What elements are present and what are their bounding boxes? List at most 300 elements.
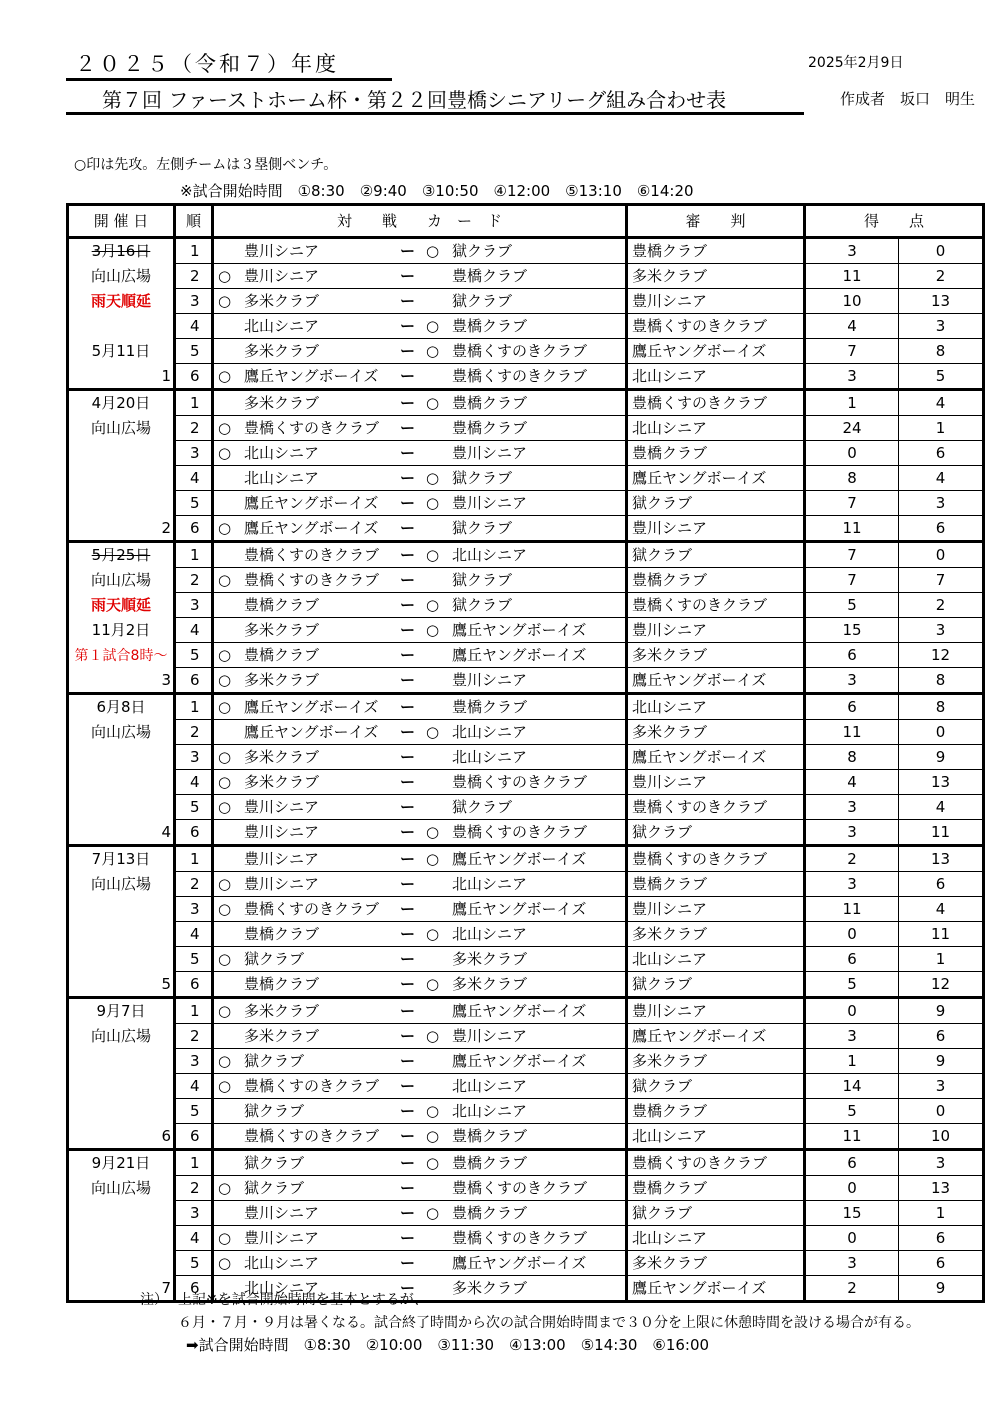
matchup: [213, 542, 627, 568]
block-number: 4: [161, 822, 171, 841]
matchup: [213, 795, 627, 820]
score-home: 2: [805, 846, 899, 872]
date-line: 5月25日: [91, 546, 151, 565]
matchup: [213, 1099, 627, 1124]
score-home: 3: [805, 668, 899, 694]
first-attack-mark-away: ○: [426, 1204, 440, 1222]
table-row: [68, 846, 984, 872]
team-away: 鷹丘ヤングボーイズ: [452, 1002, 587, 1020]
team-home: 多米クラブ: [244, 342, 320, 360]
table-row: [68, 947, 984, 972]
score-away: 3: [899, 618, 984, 643]
versus-dash: ー: [400, 317, 416, 335]
score-home: 11: [805, 897, 899, 922]
score-away: 9: [899, 745, 984, 770]
score-away: 0: [899, 1099, 984, 1124]
team-home: 多米クラブ: [244, 394, 320, 412]
first-attack-mark-home: ○: [218, 1229, 232, 1247]
team-home: 豊川シニア: [244, 823, 320, 841]
score-away: 3: [899, 491, 984, 516]
score-away: 3: [899, 1074, 984, 1099]
versus-dash: ー: [400, 671, 416, 689]
table-row: [68, 390, 984, 416]
score-away: 3: [899, 314, 984, 339]
table-row: [68, 922, 984, 947]
first-attack-mark-away: ○: [426, 1027, 440, 1045]
versus-dash: ー: [400, 621, 416, 639]
date-line: 向山広場: [90, 1027, 151, 1045]
score-away: 8: [899, 694, 984, 720]
score-away: 6: [899, 1251, 984, 1276]
score-home: 0: [805, 1226, 899, 1251]
matchup: [213, 694, 627, 720]
referee: 獄クラブ: [627, 1201, 805, 1226]
matchup: [213, 745, 627, 770]
date-cell: [68, 390, 175, 416]
versus-dash: ー: [400, 596, 416, 614]
team-home: 北山シニア: [244, 469, 320, 487]
table-row: [68, 264, 984, 289]
matchup: [213, 314, 627, 339]
referee: 獄クラブ: [627, 972, 805, 998]
game-number: 4: [175, 314, 213, 339]
referee: 豊橋クラブ: [627, 238, 805, 264]
first-attack-mark-home: ○: [218, 950, 232, 968]
versus-dash: ー: [400, 900, 416, 918]
matchup: [213, 846, 627, 872]
game-number: 6: [175, 516, 213, 542]
referee: 多米クラブ: [627, 1049, 805, 1074]
score-home: 11: [805, 264, 899, 289]
date-cell: [68, 795, 175, 820]
game-number: 3: [175, 1201, 213, 1226]
score-away: 11: [899, 820, 984, 846]
versus-dash: ー: [400, 773, 416, 791]
score-away: 13: [899, 289, 984, 314]
team-away: 北山シニア: [452, 546, 528, 564]
start-times-note: ※試合開始時間 ①8:30 ②9:40 ③10:50 ④12:00 ⑤13:10 ⑥14:20: [180, 182, 694, 200]
date-line: 第１試合8時～: [74, 647, 168, 664]
score-away: 6: [899, 1024, 984, 1049]
score-away: 8: [899, 668, 984, 694]
block-number: 6: [161, 1126, 171, 1145]
block-number: 5: [161, 974, 171, 993]
date-cell: [68, 593, 175, 618]
team-home: 多米クラブ: [244, 671, 320, 689]
team-home: 豊川シニア: [244, 798, 320, 816]
table-row: [68, 668, 984, 694]
date-cell: [68, 694, 175, 720]
date-line: 向山広場: [90, 419, 151, 437]
date-line: 向山広場: [90, 571, 151, 589]
score-away: 5: [899, 364, 984, 390]
team-away: 豊橋くすのきクラブ: [452, 773, 588, 791]
date-line: 向山広場: [90, 1179, 151, 1197]
table-row: [68, 289, 984, 314]
header-referee: 審 判: [627, 205, 805, 238]
matchup: [213, 668, 627, 694]
date-line: 6月8日: [96, 698, 146, 717]
score-away: 10: [899, 1124, 984, 1150]
referee: 豊川シニア: [627, 998, 805, 1024]
referee: 多米クラブ: [627, 643, 805, 668]
score-home: 6: [805, 1150, 899, 1176]
first-attack-mark-away: ○: [426, 723, 440, 741]
table-row: [68, 1099, 984, 1124]
game-number: 6: [175, 1124, 213, 1150]
matchup: [213, 1201, 627, 1226]
first-attack-mark-away: ○: [426, 317, 440, 335]
score-away: 4: [899, 390, 984, 416]
score-home: 3: [805, 1251, 899, 1276]
team-home: 豊橋くすのきクラブ: [244, 419, 380, 437]
document-date: 2025年2月9日: [808, 55, 904, 71]
date-cell: [68, 668, 175, 694]
date-cell: [68, 1176, 175, 1201]
date-line: 向山広場: [90, 875, 151, 893]
referee: 豊川シニア: [627, 516, 805, 542]
team-away: 豊橋くすのきクラブ: [452, 823, 588, 841]
game-number: 3: [175, 745, 213, 770]
block-number: 7: [161, 1278, 171, 1297]
matchup: [213, 897, 627, 922]
referee: 豊川シニア: [627, 289, 805, 314]
versus-dash: ー: [400, 394, 416, 412]
team-away: 鷹丘ヤングボーイズ: [452, 900, 587, 918]
score-away: 1: [899, 947, 984, 972]
game-number: 1: [175, 542, 213, 568]
team-home: 鷹丘ヤングボーイズ: [244, 698, 379, 716]
matchup: [213, 820, 627, 846]
game-number: 4: [175, 466, 213, 491]
block-number: 3: [161, 670, 171, 689]
score-home: 3: [805, 364, 899, 390]
score-home: 3: [805, 820, 899, 846]
team-away: 獄クラブ: [452, 242, 513, 260]
referee: 豊橋くすのきクラブ: [627, 593, 805, 618]
first-attack-mark-away: ○: [426, 596, 440, 614]
matchup: [213, 1176, 627, 1201]
team-away: 北山シニア: [452, 748, 528, 766]
score-away: 2: [899, 264, 984, 289]
date-cell: [68, 491, 175, 516]
versus-dash: ー: [400, 444, 416, 462]
game-number: 4: [175, 618, 213, 643]
date-cell: [68, 1150, 175, 1176]
date-cell: [68, 846, 175, 872]
team-away: 豊橋くすのきクラブ: [452, 367, 588, 385]
matchup: [213, 390, 627, 416]
team-home: 豊橋クラブ: [244, 975, 320, 993]
game-number: 1: [175, 238, 213, 264]
team-home: 多米クラブ: [244, 1002, 320, 1020]
team-away: 北山シニア: [452, 1077, 528, 1095]
matchup: [213, 1124, 627, 1150]
team-away: 豊川シニア: [452, 444, 528, 462]
table-row: [68, 1049, 984, 1074]
team-home: 豊川シニア: [244, 1204, 320, 1222]
team-away: 獄クラブ: [452, 519, 513, 537]
matchup: [213, 947, 627, 972]
first-attack-mark-home: ○: [218, 571, 232, 589]
versus-dash: ー: [400, 925, 416, 943]
table-row: [68, 795, 984, 820]
game-number: 2: [175, 872, 213, 897]
matchup: [213, 1049, 627, 1074]
first-attack-mark-away: ○: [426, 1102, 440, 1120]
first-attack-mark-home: ○: [218, 1052, 232, 1070]
block-number: 1: [161, 366, 171, 385]
matchup: [213, 339, 627, 364]
score-away: 13: [899, 846, 984, 872]
team-home: 鷹丘ヤングボーイズ: [244, 723, 379, 741]
score-away: 2: [899, 593, 984, 618]
matchup: [213, 998, 627, 1024]
score-home: 11: [805, 516, 899, 542]
game-number: 4: [175, 770, 213, 795]
score-home: 8: [805, 745, 899, 770]
referee: 豊川シニア: [627, 770, 805, 795]
team-away: 鷹丘ヤングボーイズ: [452, 1254, 587, 1272]
score-away: 11: [899, 922, 984, 947]
team-home: 北山シニア: [244, 317, 320, 335]
first-attack-mark-home: ○: [218, 646, 232, 664]
game-number: 6: [175, 820, 213, 846]
team-away: 北山シニア: [452, 723, 528, 741]
table-row: [68, 1150, 984, 1176]
versus-dash: ー: [400, 1279, 416, 1297]
score-away: 9: [899, 998, 984, 1024]
team-home: 豊橋クラブ: [244, 925, 320, 943]
score-home: 0: [805, 922, 899, 947]
score-home: 2: [805, 1276, 899, 1302]
page-title: 第７回 ファーストホーム杯・第２２回豊橋シニアリーグ組み合わせ表: [102, 88, 727, 112]
first-attack-mark-away: ○: [426, 850, 440, 868]
table-header-row: [68, 205, 984, 238]
first-attack-mark-home: ○: [218, 1077, 232, 1095]
versus-dash: ー: [400, 1154, 416, 1172]
table-row: [68, 416, 984, 441]
game-number: 1: [175, 998, 213, 1024]
first-attack-mark-home: ○: [218, 748, 232, 766]
team-away: 豊川シニア: [452, 494, 528, 512]
team-home: 鷹丘ヤングボーイズ: [244, 494, 379, 512]
date-line: 9月21日: [91, 1154, 151, 1173]
game-number: 2: [175, 416, 213, 441]
date-cell: [68, 364, 175, 390]
game-number: 4: [175, 1226, 213, 1251]
matchup: [213, 1226, 627, 1251]
game-number: 2: [175, 568, 213, 593]
schedule-body: [68, 238, 984, 1302]
table-row: [68, 238, 984, 264]
score-away: 1: [899, 1201, 984, 1226]
first-attack-mark-home: ○: [218, 671, 232, 689]
team-home: 北山シニア: [244, 1279, 320, 1297]
game-number: 5: [175, 1251, 213, 1276]
referee: 豊橋クラブ: [627, 1176, 805, 1201]
referee: 獄クラブ: [627, 542, 805, 568]
score-home: 7: [805, 339, 899, 364]
table-row: [68, 364, 984, 390]
versus-dash: ー: [400, 1179, 416, 1197]
table-row: [68, 466, 984, 491]
first-attack-mark-home: ○: [218, 1002, 232, 1020]
score-away: 6: [899, 872, 984, 897]
author: 作成者 坂口 明生: [840, 90, 976, 108]
versus-dash: ー: [400, 1229, 416, 1247]
date-cell: [68, 568, 175, 593]
score-home: 1: [805, 1049, 899, 1074]
versus-dash: ー: [400, 1052, 416, 1070]
versus-dash: ー: [400, 546, 416, 564]
matchup: [213, 720, 627, 745]
referee: 豊橋クラブ: [627, 1099, 805, 1124]
versus-dash: ー: [400, 1204, 416, 1222]
score-away: 13: [899, 770, 984, 795]
note-head: 注）: [140, 1292, 168, 1308]
game-number: 3: [175, 441, 213, 466]
versus-dash: ー: [400, 292, 416, 310]
team-home: 獄クラブ: [244, 1154, 305, 1172]
versus-dash: ー: [400, 494, 416, 512]
score-away: 0: [899, 238, 984, 264]
score-away: 12: [899, 643, 984, 668]
game-number: 1: [175, 1150, 213, 1176]
game-number: 1: [175, 390, 213, 416]
referee: 北山シニア: [627, 1226, 805, 1251]
team-home: 獄クラブ: [244, 1052, 305, 1070]
game-number: 5: [175, 795, 213, 820]
date-cell: [68, 998, 175, 1024]
score-home: 3: [805, 872, 899, 897]
matchup: [213, 238, 627, 264]
date-cell: [68, 466, 175, 491]
date-line: 5月11日: [91, 342, 151, 360]
referee: 豊橋くすのきクラブ: [627, 795, 805, 820]
versus-dash: ー: [400, 823, 416, 841]
game-number: 4: [175, 922, 213, 947]
score-home: 14: [805, 1074, 899, 1099]
referee: 多米クラブ: [627, 264, 805, 289]
table-row: [68, 1251, 984, 1276]
score-away: 6: [899, 516, 984, 542]
referee: 豊川シニア: [627, 618, 805, 643]
matchup: [213, 364, 627, 390]
year-title: ２０２５（令和７）年度: [75, 52, 339, 76]
first-attack-mark-away: ○: [426, 823, 440, 841]
versus-dash: ー: [400, 1127, 416, 1145]
matchup: [213, 568, 627, 593]
score-away: 0: [899, 542, 984, 568]
team-away: 豊橋クラブ: [452, 317, 528, 335]
first-attack-mark-away: ○: [426, 621, 440, 639]
score-home: 3: [805, 238, 899, 264]
table-row: [68, 998, 984, 1024]
matchup: [213, 618, 627, 643]
first-attack-mark-away: ○: [426, 494, 440, 512]
team-home: 豊川シニア: [244, 875, 320, 893]
referee: 豊橋くすのきクラブ: [627, 390, 805, 416]
referee: 鷹丘ヤングボーイズ: [627, 745, 805, 770]
table-row: [68, 542, 984, 568]
referee: 豊橋クラブ: [627, 441, 805, 466]
versus-dash: ー: [400, 571, 416, 589]
referee: 豊橋クラブ: [627, 872, 805, 897]
table-row: [68, 643, 984, 668]
table-row: [68, 1074, 984, 1099]
table-row: [68, 1201, 984, 1226]
table-row: [68, 897, 984, 922]
versus-dash: ー: [400, 469, 416, 487]
game-number: 3: [175, 1049, 213, 1074]
team-home: 多米クラブ: [244, 292, 320, 310]
team-home: 豊橋くすのきクラブ: [244, 571, 380, 589]
first-attack-mark-away: ○: [426, 1154, 440, 1172]
game-number: 5: [175, 491, 213, 516]
first-attack-mark-home: ○: [218, 798, 232, 816]
date-line: 7月13日: [91, 850, 151, 869]
team-away: 豊橋クラブ: [452, 1204, 528, 1222]
score-home: 8: [805, 466, 899, 491]
team-away: 獄クラブ: [452, 292, 513, 310]
game-number: 5: [175, 643, 213, 668]
table-row: [68, 618, 984, 643]
score-away: 6: [899, 441, 984, 466]
score-away: 12: [899, 972, 984, 998]
score-away: 9: [899, 1049, 984, 1074]
referee: 北山シニア: [627, 947, 805, 972]
first-attack-mark-home: ○: [218, 698, 232, 716]
game-number: 1: [175, 846, 213, 872]
matchup: [213, 770, 627, 795]
matchup: [213, 872, 627, 897]
versus-dash: ー: [400, 1102, 416, 1120]
table-row: [68, 1124, 984, 1150]
referee: 鷹丘ヤングボーイズ: [627, 466, 805, 491]
team-away: 豊川シニア: [452, 671, 528, 689]
score-home: 5: [805, 1099, 899, 1124]
referee: 豊橋くすのきクラブ: [627, 314, 805, 339]
matchup: [213, 1074, 627, 1099]
date-cell: [68, 618, 175, 643]
first-attack-mark-home: ○: [218, 444, 232, 462]
versus-dash: ー: [400, 1027, 416, 1045]
team-away: 豊橋クラブ: [452, 698, 528, 716]
game-number: 6: [175, 364, 213, 390]
score-home: 10: [805, 289, 899, 314]
referee: 鷹丘ヤングボーイズ: [627, 1276, 805, 1302]
table-row: [68, 491, 984, 516]
note-line-2: ６月・７月・９月は暑くなる。試合終了時間から次の試合開始時間まで３０分を上限に休憩時間を設ける場合が有る。: [178, 1315, 920, 1331]
first-attack-note: ○印は先攻。左側チームは３塁側ベンチ。: [74, 157, 338, 173]
score-away: 4: [899, 795, 984, 820]
matchup: [213, 516, 627, 542]
team-away: 獄クラブ: [452, 571, 513, 589]
team-away: 多米クラブ: [452, 975, 528, 993]
matchup: [213, 264, 627, 289]
team-home: 北山シニア: [244, 444, 320, 462]
date-cell: [68, 897, 175, 922]
team-away: 多米クラブ: [452, 950, 528, 968]
header-date: 開 催 日: [68, 205, 175, 238]
team-home: 豊川シニア: [244, 242, 320, 260]
header-card: 対 戦 カ ー ド: [213, 205, 627, 238]
score-away: 6: [899, 1226, 984, 1251]
team-away: 獄クラブ: [452, 469, 513, 487]
score-away: 4: [899, 897, 984, 922]
date-line: 11月2日: [91, 621, 151, 639]
